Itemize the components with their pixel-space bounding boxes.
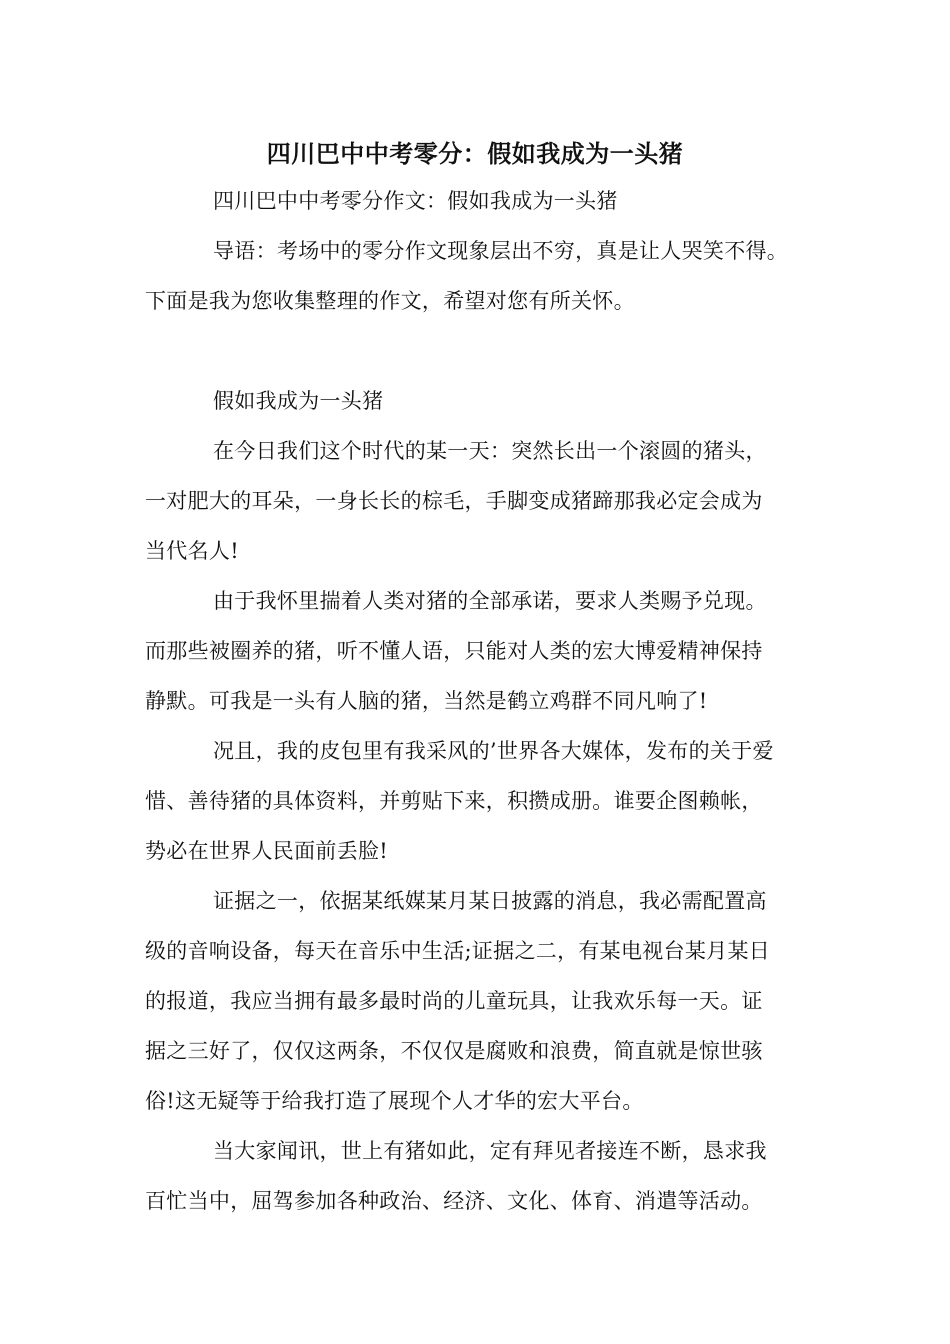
text-line: 的报道，我应当拥有最多最时尚的儿童玩具，让我欢乐每一天。证 — [145, 989, 763, 1013]
text-line: 证据之一，依据某纸媒某月某日披露的消息，我必需配置高 — [213, 889, 767, 913]
text-line: 势必在世界人民面前丢脸! — [145, 839, 389, 863]
text-line: 由于我怀里揣着人类对猪的全部承诺，要求人类赐予兑现。 — [213, 589, 767, 613]
text-line: 当代名人! — [145, 539, 239, 563]
document-title: 四川巴中中考零分：假如我成为一头猪 — [266, 139, 684, 168]
text-line: 静默。可我是一头有人脑的猪，当然是鹤立鸡群不同凡响了! — [145, 689, 708, 713]
text-line: 况且，我的皮包里有我采风的’世界各大媒体，发布的关于爱 — [213, 739, 774, 763]
text-line: 在今日我们这个时代的某一天：突然长出一个滚圆的猪头， — [213, 439, 767, 463]
text-line: 据之三好了，仅仅这两条，不仅仅是腐败和浪费，简直就是惊世骇 — [145, 1039, 763, 1063]
text-line: 下面是我为您收集整理的作文，希望对您有所关怀。 — [145, 289, 635, 313]
text-line: 当大家闻讯，世上有猪如此，定有拜见者接连不断，恳求我 — [213, 1139, 767, 1163]
text-line: 导语：考场中的零分作文现象层出不穷，真是让人哭笑不得。 — [213, 239, 789, 263]
subtitle-line: 四川巴中中考零分作文：假如我成为一头猪 — [213, 189, 618, 213]
text-line: 俗!这无疑等于给我打造了展现个人才华的宏大平台。 — [145, 1089, 644, 1113]
text-line: 而那些被圈养的猪，听不懂人语，只能对人类的宏大博爱精神保持 — [145, 639, 763, 663]
text-line: 百忙当中，屈驾参加各种政治、经济、文化、体育、消遣等活动。 — [145, 1189, 763, 1213]
text-line: 级的音响设备，每天在音乐中生活;证据之二，有某电视台某月某日 — [145, 939, 771, 963]
text-line: 惜、善待猪的具体资料，并剪贴下来，积攒成册。谁要企图赖帐， — [145, 789, 763, 813]
essay-heading: 假如我成为一头猪 — [213, 389, 384, 413]
text-line: 一对肥大的耳朵，一身长长的棕毛，手脚变成猪蹄那我必定会成为 — [145, 489, 763, 513]
